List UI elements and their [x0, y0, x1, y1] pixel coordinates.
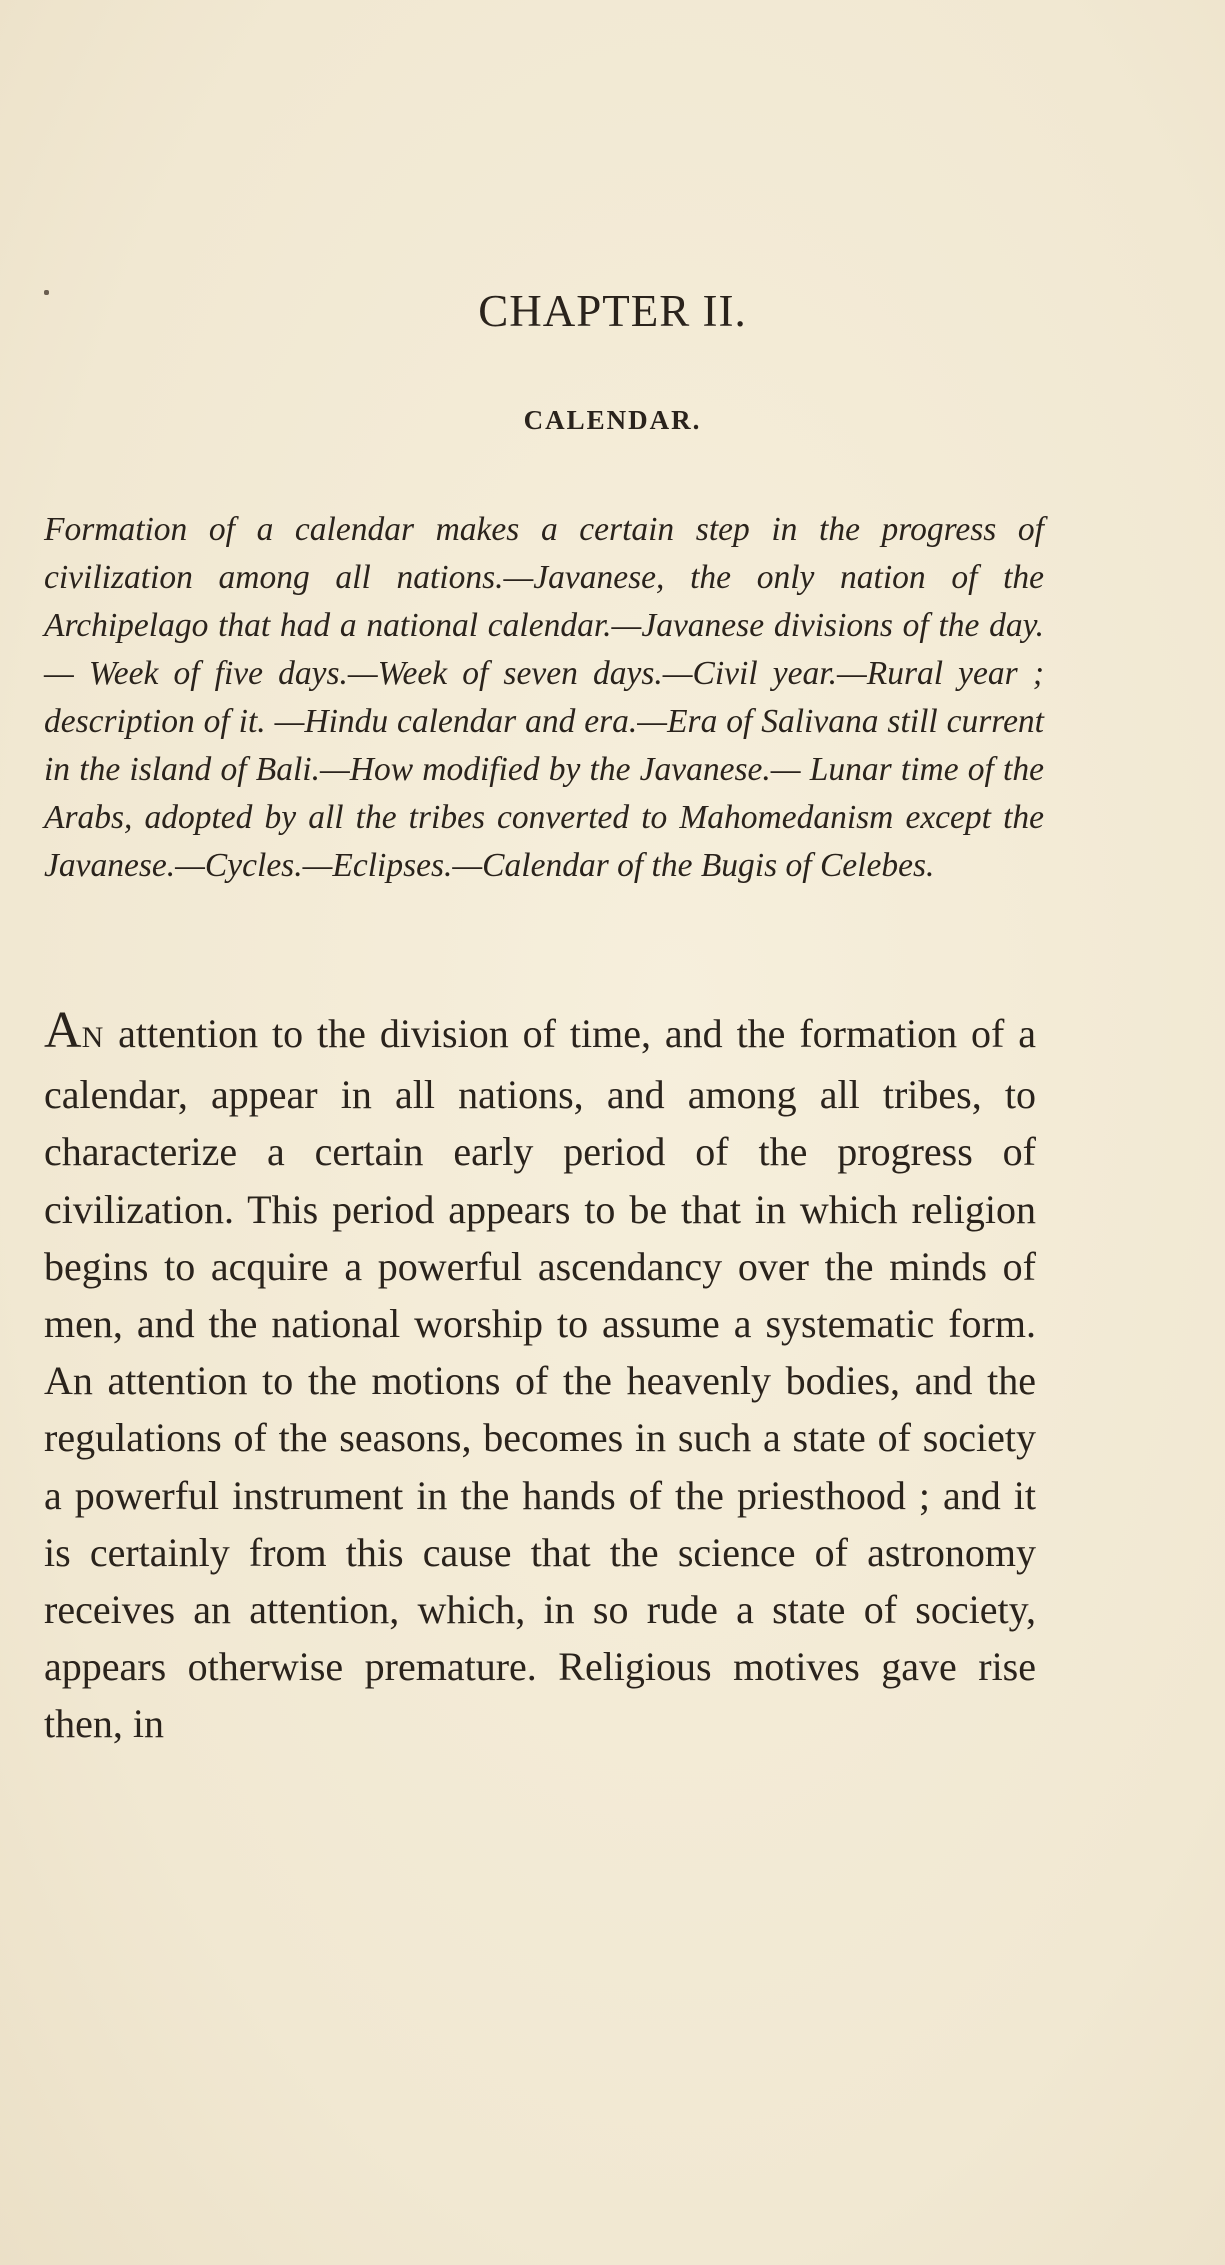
body-paragraph — [44, 1002, 1036, 1753]
chapter-title: CHAPTER II. — [478, 286, 747, 336]
chapter-summary: Formation of a calendar makes a certain step in the progress of civilization among all nations.—Javanese, the only nation of the Archipelago that had a national calendar.—Javanese divisions of the day.— Week of five days.—Week of seven days.—Civil year.—Rural year ; description of it. —Hindu calendar and era.—Era of Salivana still current in the island of Bali.—How modified by the Javanese.— Lunar time of the Arabs, adopted by all the tribes converted to Mahomedanism except the Javanese.—Cycles.—Eclipses.—Calendar of the Bugis of Celebes. — [44, 511, 1044, 884]
drop-cap: A — [44, 1002, 82, 1059]
chapter-subtitle: CALENDAR. — [523, 405, 702, 435]
small-caps-letter: N — [81, 1021, 105, 1054]
paragraph-text: attention to the division of time, and the formation of a calendar, appear in all nations, and among all tribes, to characterize a certain early period of the progress of civilization. This period appears to be that in which religion begins to acquire a powerful ascendancy over the minds of men, and the national worship to assume a systematic form. An attention to the motions of the heavenly bodies, and the regulations of the seasons, becomes in such a state of society a powerful instrument in the hands of the priesthood ; and it is certainly from this cause that the science of astronomy receives an attention, which, in so rude a state of society, appears otherwise premature. Religious motives gave rise then, in — [44, 1011, 1036, 1747]
